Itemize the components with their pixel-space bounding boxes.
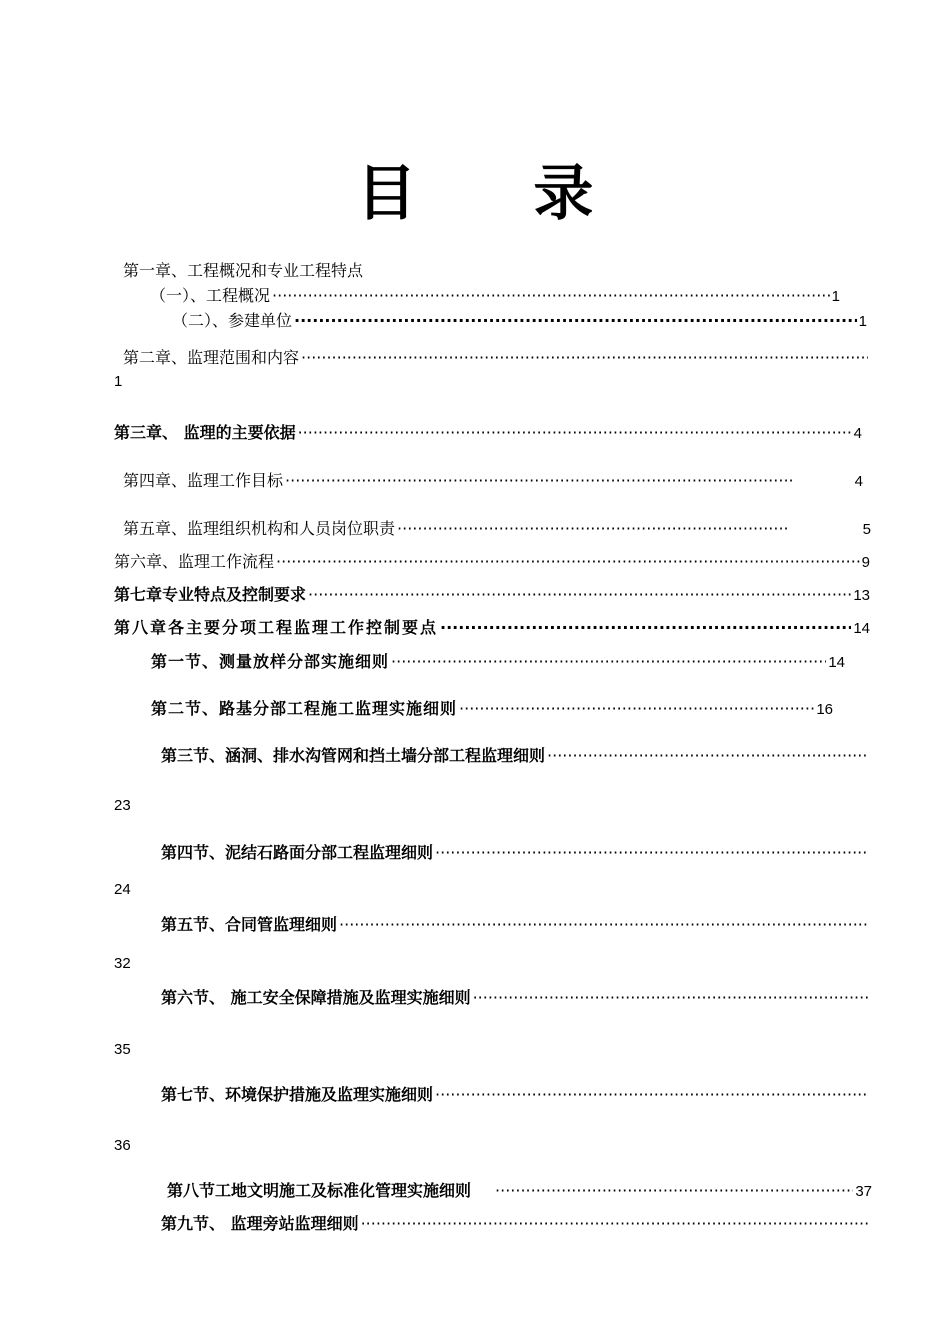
- toc-entry-page: 14: [853, 620, 870, 637]
- toc-entry-page: 36: [114, 1137, 131, 1154]
- toc-leader-dots: [270, 285, 830, 307]
- toc-entry-page: 37: [855, 1183, 872, 1200]
- toc-entry-page: 24: [114, 881, 131, 898]
- toc-entry-page: 5: [862, 521, 871, 538]
- toc-leader-dots: [438, 617, 851, 639]
- toc-leader-dots: [389, 651, 826, 673]
- toc-entry-text: 第六章、监理工作流程: [114, 552, 275, 571]
- toc-entry-section-9: [161, 1213, 869, 1235]
- toc-entry-page: 4: [853, 425, 862, 442]
- toc-entry-text: 第六节、 施工安全保障措施及监理实施细则: [161, 988, 471, 1007]
- toc-entry-page: 9: [861, 554, 870, 571]
- toc-entry-section-3: [161, 745, 869, 767]
- toc-entry-section-8: [167, 1180, 872, 1202]
- toc-entry-text: 第四节、泥结石路面分部工程监理细则: [161, 843, 434, 862]
- toc-entry-text: 第八节工地文明施工及标准化管理实施细则: [167, 1181, 472, 1200]
- toc-entry-chapter-4: [123, 470, 863, 492]
- toc-entry-text: （二）、参建单位: [172, 311, 293, 330]
- toc-entry-section-1: [151, 651, 845, 673]
- toc-entry-text: 第一章、工程概况和专业工程特点: [123, 261, 364, 280]
- toc-entry-text: 第四章、监理工作目标: [123, 471, 284, 490]
- toc-entry-text: 第二章、监理范围和内容: [123, 348, 300, 367]
- toc-entry-page: 13: [853, 587, 870, 604]
- toc-entry-section-2: [151, 698, 833, 720]
- toc-entry-text: 第八章各主要分项工程监理工作控制要点: [114, 618, 439, 637]
- toc-entry-text: 第一节、测量放样分部实施细则: [151, 652, 390, 671]
- toc-leader-dots: [292, 310, 857, 332]
- toc-entry-chapter-6: [114, 551, 870, 573]
- toc-entry-page: 1: [831, 288, 840, 305]
- toc-entry-text: 第五章、监理组织机构和人员岗位职责: [123, 519, 396, 538]
- toc-entry-chapter-8: [114, 617, 870, 639]
- toc-leader-dots: [274, 551, 860, 573]
- toc-entry-text: 第七节、环境保护措施及监理实施细则: [161, 1085, 434, 1104]
- toc-entry-section-4: [161, 842, 869, 864]
- toc-entry-chapter-1: [123, 260, 423, 282]
- toc-entry-section-7: [161, 1084, 869, 1106]
- toc-entry-text: 第五节、合同管监理细则: [161, 915, 338, 934]
- toc-entry-page: 23: [114, 797, 131, 814]
- toc-entry-overview: [150, 285, 840, 307]
- toc-entry-page: 32: [114, 955, 131, 972]
- toc-entry-page: 14: [828, 654, 845, 671]
- toc-leader-dots: [493, 1180, 853, 1202]
- toc-leader-dots: [395, 518, 787, 540]
- toc-entry-chapter-7: [114, 584, 870, 606]
- toc-entry-participants: [172, 310, 867, 332]
- toc-leader-dots: [306, 584, 851, 606]
- toc-leader-dots: [283, 470, 792, 492]
- toc-entry-text: 第二节、路基分部工程施工监理实施细则: [151, 699, 458, 718]
- toc-entry-page: 1: [858, 313, 867, 330]
- toc-leader-dots: [545, 745, 869, 767]
- toc-entry-chapter-5: [123, 518, 871, 540]
- toc-title: 目 录: [356, 159, 642, 229]
- toc-leader-dots: [337, 914, 869, 936]
- toc-leader-dots: [471, 987, 869, 1009]
- toc-leader-dots: [359, 1213, 869, 1235]
- toc-entry-text: 第三章、 监理的主要依据: [114, 423, 296, 442]
- toc-entry-chapter-2: [123, 347, 868, 369]
- toc-entry-chapter-3: [114, 422, 862, 444]
- toc-entry-section-5: [161, 914, 869, 936]
- toc-leader-dots: [296, 422, 852, 444]
- toc-entry-page: 4: [854, 473, 863, 490]
- toc-entry-page: 35: [114, 1041, 131, 1058]
- toc-leader-dots: [457, 698, 814, 720]
- toc-entry-section-6: [161, 987, 869, 1009]
- toc-entry-text: （一）、工程概况: [150, 286, 271, 305]
- toc-entry-page: 1: [114, 373, 123, 390]
- toc-leader-dots: [299, 347, 868, 369]
- toc-entry-text: 第九节、 监理旁站监理细则: [161, 1214, 359, 1233]
- toc-leader-dots: [433, 1084, 869, 1106]
- toc-entry-text: 第七章专业特点及控制要求: [114, 585, 307, 604]
- toc-entry-text: 第三节、涵洞、排水沟管网和挡土墙分部工程监理细则: [161, 746, 546, 765]
- toc-leader-dots: [433, 842, 869, 864]
- toc-entry-page: 16: [816, 701, 833, 718]
